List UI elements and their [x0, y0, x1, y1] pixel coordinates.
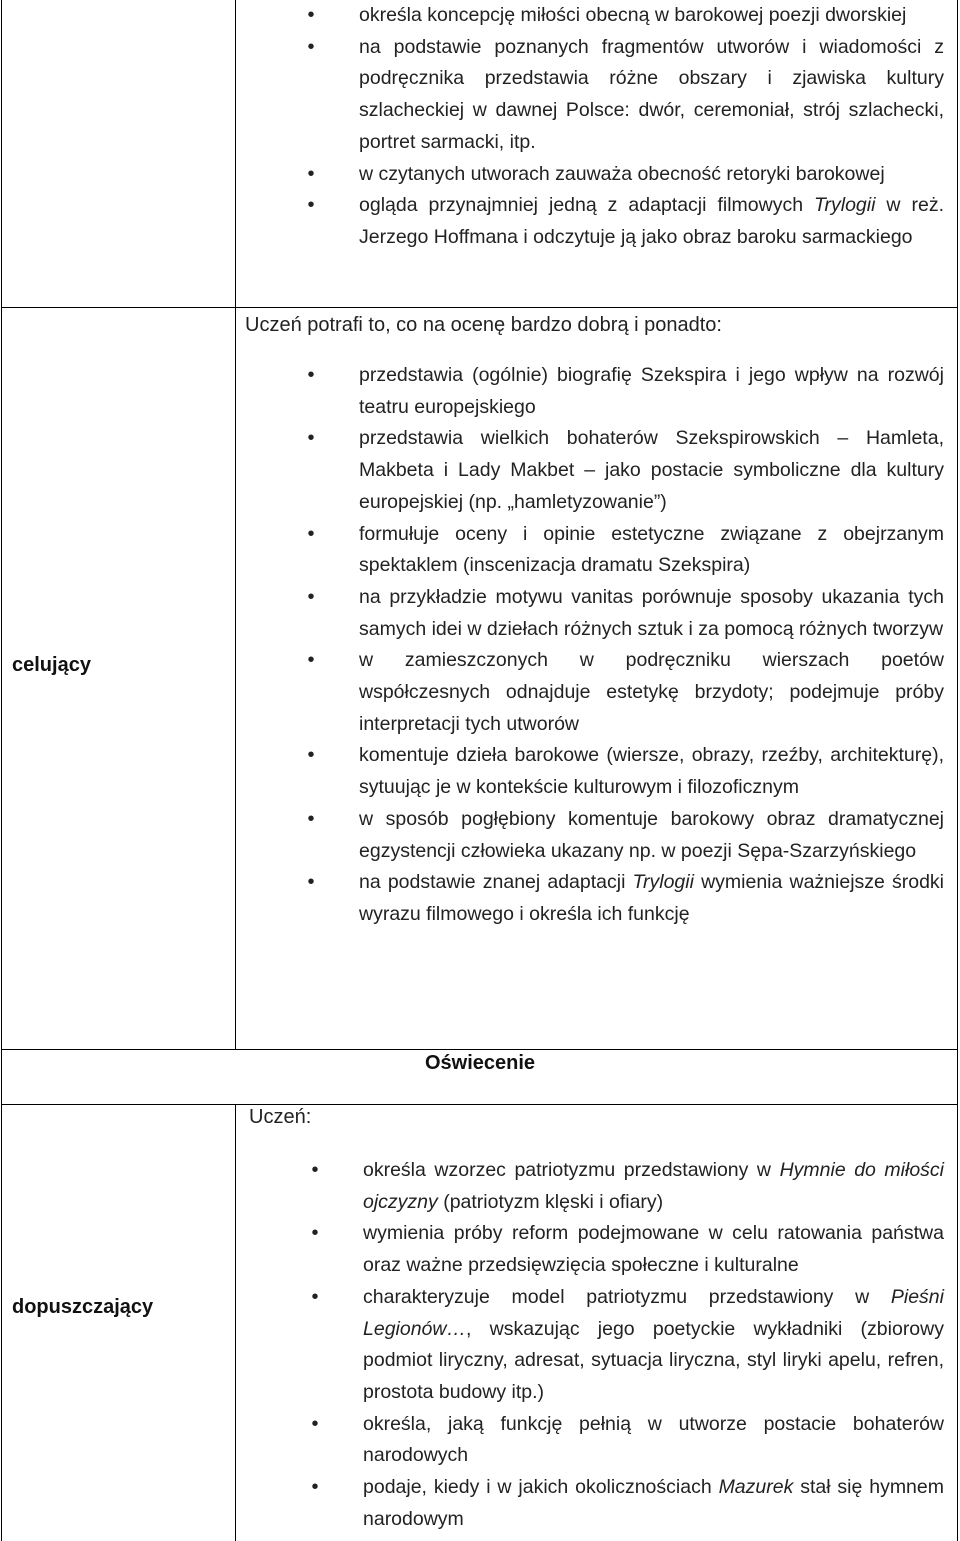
criterion-text: stał się hymnem narodowym [363, 1476, 944, 1530]
criterion-text: w czytanych utworach zauważa obecność retoryki barokowej [359, 162, 885, 185]
criterion-text: formułuje oceny i opinie estetyczne związane z obejrzanym spektaklem (inscenizacja dramatu Szekspira) [359, 522, 944, 577]
row-divider-2 [1, 1049, 958, 1050]
column-divider-bottom [235, 1104, 236, 1541]
criterion-item [307, 190, 944, 253]
criterion-item [307, 0, 944, 32]
criterion-text: (patriotyzm klęski i ofiary) [437, 1190, 664, 1213]
criterion-text: , wskazując jego poetyckie wykładniki (zbiorowy podmiot liryczny, adresat, sytuacja liryczna, styl liryki apelu, refren, prostota budowy itp.) [363, 1317, 944, 1403]
bullet-icon: • [307, 162, 315, 185]
criterion-item [311, 1155, 944, 1218]
bullet-icon: • [307, 649, 315, 672]
criterion-text: charakteryzuje model patriotyzmu przedstawiony w [363, 1285, 891, 1308]
bullet-icon: • [311, 1476, 319, 1499]
bullet-icon: • [307, 871, 315, 894]
criterion-item [311, 1409, 944, 1472]
block3-intro: Uczeń: [249, 1106, 312, 1128]
row-divider-1 [1, 307, 958, 308]
block3-criteria-list [311, 1155, 944, 1535]
criterion-item [307, 740, 944, 803]
criterion-text: przedstawia (ogólnie) biografię Szekspira i jego wpływ na rozwój teatru europejskiego [359, 364, 944, 418]
criterion-title-italic: Trylogii [814, 194, 876, 217]
bullet-icon: • [307, 35, 315, 58]
bullet-icon: • [311, 1222, 319, 1245]
criterion-item [307, 582, 944, 645]
criterion-text: na podstawie poznanych fragmentów utworów i wiadomości z podręcznika przedstawia różne obszary i zjawiska kultury szlacheckiej w dawnej Polsce: dwór, ceremoniał, strój szlachecki, portret sarmacki, itp. [359, 35, 944, 153]
criterion-item [307, 159, 944, 191]
row-divider-3 [1, 1104, 958, 1105]
bullet-icon: • [307, 807, 315, 830]
section-title: Oświecenie [425, 1052, 536, 1074]
bullet-icon: • [307, 522, 315, 545]
criterion-item [311, 1218, 944, 1281]
block2-criteria-list [307, 360, 945, 931]
criterion-text: określa, jaką funkcję pełnią w utworze postacie bohaterów narodowych [363, 1412, 944, 1467]
bullet-icon: • [311, 1285, 319, 1308]
block1-criteria-list [307, 0, 944, 254]
bullet-icon: • [311, 1412, 319, 1435]
criterion-text: przedstawia wielkich bohaterów Szekspirowskich – Hamleta, Makbeta i Lady Makbet – jako postacie symboliczne dla kultury europejskiej (np. „hamletyzowanie”) [359, 427, 944, 513]
bullet-icon: • [307, 194, 315, 217]
table-left-border [1, 0, 2, 1541]
criterion-text: określa koncepcję miłości obecną w barokowej poezji dworskiej [359, 4, 907, 26]
criterion-item [307, 423, 944, 518]
criterion-item [307, 32, 944, 159]
bullet-icon: • [307, 4, 315, 26]
bullet-icon: • [307, 364, 315, 386]
criterion-text: w sposób pogłębiony komentuje barokowy obraz dramatycznej egzystencji człowieka ukazany np. w poezji Sępa-Szarzyńskiego [359, 807, 944, 862]
criterion-title-italic: Pieśni Legionów… [363, 1285, 944, 1340]
criterion-title-italic: Hymnie do miłości ojczyzny [363, 1159, 944, 1213]
criterion-text: na podstawie znanej adaptacji [359, 871, 633, 894]
criterion-item [307, 360, 944, 423]
criterion-item [311, 1472, 944, 1535]
grade-label-celujacy: celujący [12, 654, 91, 676]
bullet-icon: • [307, 585, 315, 608]
criterion-text: w reż. Jerzego Hoffmana i odczytuje ją jako obraz baroku sarmackiego [359, 194, 944, 248]
grade-label-dopuszczajacy: dopuszczający [12, 1296, 154, 1318]
criterion-item [307, 804, 944, 867]
criterion-item [307, 867, 945, 930]
criterion-text: wymienia ważniejsze środki wyrazu filmowego i określa ich funkcję [359, 871, 945, 925]
criterion-text: komentuje dzieła barokowe (wiersze, obrazy, rzeźby, architekturę), sytuując je w kontekście kulturowym i filozoficznym [359, 744, 944, 799]
criterion-item [311, 1282, 944, 1409]
criterion-item [307, 645, 944, 740]
column-divider-top [235, 0, 236, 1050]
criterion-item [307, 519, 944, 582]
criterion-text: podaje, kiedy i w jakich okolicznościach [363, 1476, 719, 1499]
bullet-icon: • [311, 1159, 319, 1181]
bullet-icon: • [307, 744, 315, 767]
criterion-text: na przykładzie motywu vanitas porównuje sposoby ukazania tych samych idei w dziełach różnych sztuk i za pomocą różnych tworzyw [359, 585, 944, 640]
criterion-title-italic: Mazurek [718, 1476, 794, 1499]
criterion-text: ogląda przynajmniej jedną z adaptacji filmowych [359, 194, 815, 217]
bullet-icon: • [307, 427, 315, 450]
block2-intro: Uczeń potrafi to, co na ocenę bardzo dobrą i ponadto: [245, 314, 722, 336]
table-right-border [957, 0, 958, 1541]
criterion-text: w zamieszczonych w podręczniku wierszach poetów współczesnych odnajduje estetykę brzydoty; podejmuje próby interpretacji tych utworów [359, 649, 944, 735]
criterion-text: wymienia próby reform podejmowane w celu ratowania państwa oraz ważne przedsięwzięcia społeczne i kulturalne [363, 1222, 944, 1277]
criterion-title-italic: Trylogii [632, 871, 694, 894]
criterion-text: określa wzorzec patriotyzmu przedstawiony w [363, 1159, 780, 1181]
